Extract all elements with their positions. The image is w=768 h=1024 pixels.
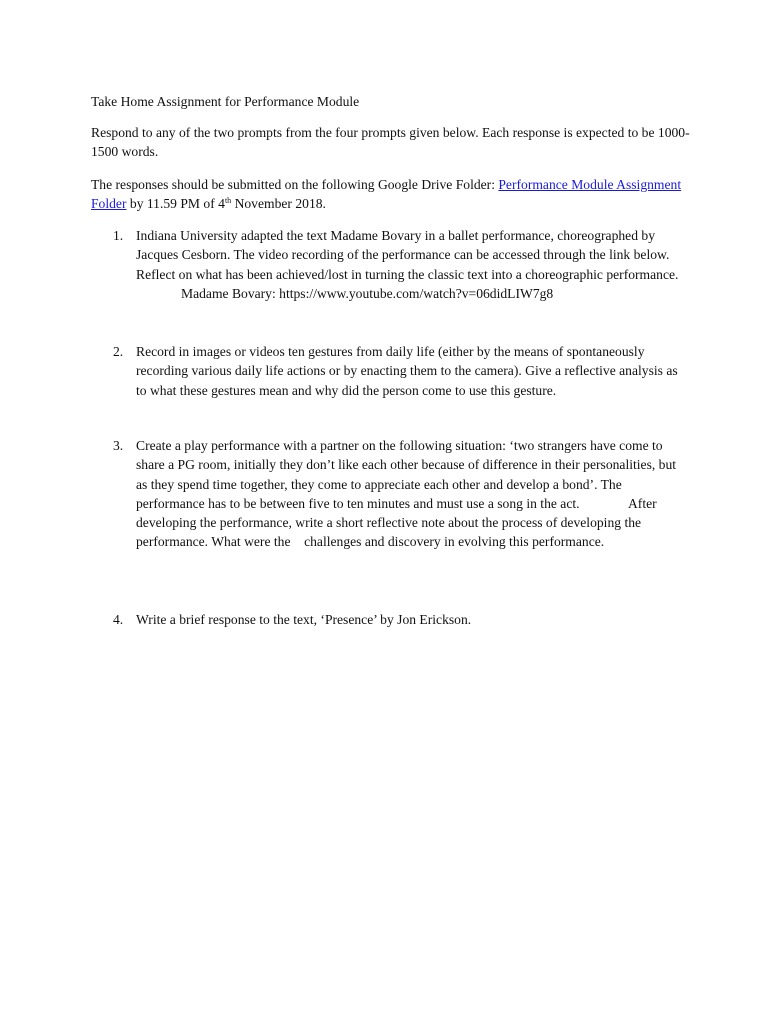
prompt-text: Indiana University adapted the text Madame Bovary in a ballet performance, choreographed by Jacques Cesborn. The video recording of the performance can be accessed through the link below. Reflect on what has been achieved/lost in turning the classic text into a choreographic performance.	[136, 228, 679, 282]
date-superscript: th	[224, 196, 232, 206]
video-link-line: Madame Bovary: https://www.youtube.com/watch?v=06didLIW7g8	[181, 285, 554, 301]
prompt-text: Create a play performance with a partner on the following situation: ‘two strangers have come to share a PG room, initially they don’t like each other because of difference in their personalities, but as they spend time together, they come to appreciate each other and develop a bond’. The performance has to be between five to ten minutes and must use a song in the act.	[136, 438, 677, 511]
prompt-number: 1.	[113, 228, 124, 243]
assignment-folder-link[interactable]: Performance Module Assignment Folder	[91, 177, 682, 212]
prompt-number: 3.	[113, 438, 124, 453]
prompt-followup-text: After developing the performance, write a short reflective note about the process of developing the performance. What were the challenges and discovery in evolving this performance.	[136, 495, 661, 550]
prompt-text: Record in images or videos ten gestures from daily life (either by the means of spontaneously recording various daily life actions or by enacting them to the camera). Give a reflective analysis as to what these gestures mean and why did the person come to use this gesture.	[136, 344, 678, 398]
prompt-number: 4.	[113, 612, 124, 627]
prompt-number: 2.	[113, 344, 124, 359]
prompt-body	[136, 342, 681, 400]
submission-deadline: by 11.59 PM of 4	[126, 196, 225, 212]
submission-prefix: The responses should be submitted on the following Google Drive Folder:	[91, 177, 499, 192]
prompt-text: Write a brief response to the text, ‘Presence’ by Jon Erickson.	[136, 612, 472, 627]
submission-paragraph	[91, 175, 691, 214]
document-title: Take Home Assignment for Performance Module	[91, 94, 360, 109]
prompt-body	[136, 436, 681, 552]
intro-paragraph: Respond to any of the two prompts from the four prompts given below. Each response is expected to be 1000-1500 words.	[91, 125, 690, 160]
prompt-body	[136, 610, 681, 629]
prompt-body	[136, 226, 681, 303]
submission-suffix: November 2018.	[231, 196, 326, 212]
